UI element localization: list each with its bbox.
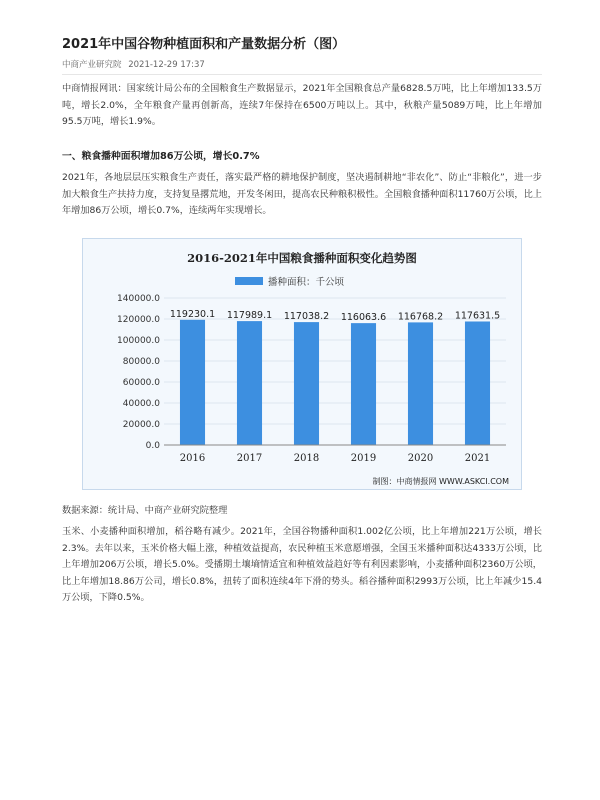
bar-value-label: 119230.1 — [169, 308, 216, 320]
data-source: 数据来源：统计局、中商产业研究院整理 — [62, 505, 228, 516]
bar-2017 — [237, 321, 262, 445]
y-tick-label: 80000.0 — [122, 357, 160, 367]
bar-2019 — [351, 323, 376, 445]
section-heading-1: 一、粮食播种面积增加86万公顷，增长0.7% — [62, 151, 260, 162]
bar-2020 — [408, 322, 433, 445]
bar-value-label: 117989.1 — [226, 310, 273, 322]
x-tick-label: 2020 — [407, 453, 434, 464]
bar-value-label: 117038.2 — [283, 311, 330, 323]
divider — [62, 74, 542, 75]
article-title: 2021年中国谷物种植面积和产量数据分析（图） — [62, 37, 346, 52]
bar-value-label: 117631.5 — [454, 310, 501, 322]
y-tick-label: 40000.0 — [122, 399, 160, 409]
bar-chart — [82, 238, 522, 490]
chart-credit: 制图：中商情报网 WWW.ASKCI.COM — [372, 477, 509, 486]
publish-date: 2021-12-29 17:37 — [128, 60, 205, 70]
x-tick-label: 2021 — [464, 453, 491, 464]
x-tick-label: 2017 — [236, 453, 263, 464]
chart-title: 2016-2021年中国粮食播种面积变化趋势图 — [187, 251, 417, 265]
y-tick-label: 60000.0 — [122, 378, 160, 388]
section1-paragraph: 2021年，各地层层压实粮食生产责任，落实最严格的耕地保护制度，坚决遏制耕地“非农化”、防止“非粮化”，进一步加大粮食生产扶持力度，支持复垦撂荒地，开发冬闲田，提高农民种粮积极性。全国粮食播种面积11760万公顷，比上年增加86万公顷，增长0.7%，连续两年实现增长。 — [62, 172, 542, 216]
section2-paragraph: 玉米、小麦播种面积增加，稻谷略有减少。2021年，全国谷物播种面积1.002亿公顷，比上年增加221万公顷，增长2.3%。去年以来，玉米价格大幅上涨，种植效益提高，农民种植玉米意愿增强，全国玉米播种面积达4333万公顷，比上年增加206万公顷，增长5.0%。受播期土壤墒情适宜和种植效益趋好等有利因素影响，小麦播种面积2360万公顷，比上年增加18.86万公司，增长0.8%，扭转了面积连续4年下滑的势头。稻谷播种面积2993万公顷，比上年减少15.4万公顷，下降0.5%。 — [62, 526, 542, 603]
source-name[interactable]: 中商产业研究院 — [62, 60, 122, 70]
y-tick-label: 100000.0 — [117, 336, 160, 346]
article-meta — [62, 58, 205, 70]
y-tick-label: 120000.0 — [117, 315, 160, 325]
chart-figure — [82, 238, 522, 490]
bar-2021 — [465, 321, 490, 445]
legend-swatch — [235, 277, 263, 285]
intro-paragraph: 中商情报网讯：国家统计局公布的全国粮食生产数据显示，2021年全国粮食总产量6828.5万吨，比上年增加133.5万吨，增长2.0%，全年粮食产量再创新高，连续7年保持在6500万吨以上。其中，秋粮产量5089万吨，比上年增加95.5万吨，增长1.9%。 — [62, 83, 542, 127]
bar-value-label: 116063.6 — [340, 312, 387, 324]
legend-label: 播种面积：千公顷 — [268, 277, 345, 288]
y-tick-label: 20000.0 — [122, 420, 160, 430]
bar-value-label: 116768.2 — [397, 311, 444, 323]
x-tick-label: 2016 — [179, 453, 206, 464]
bar-2018 — [294, 322, 319, 445]
x-tick-label: 2018 — [293, 453, 320, 464]
y-tick-label: 140000.0 — [117, 294, 160, 304]
x-tick-label: 2019 — [350, 453, 377, 464]
bar-2016 — [180, 320, 205, 445]
y-tick-label: 0.0 — [145, 441, 160, 451]
